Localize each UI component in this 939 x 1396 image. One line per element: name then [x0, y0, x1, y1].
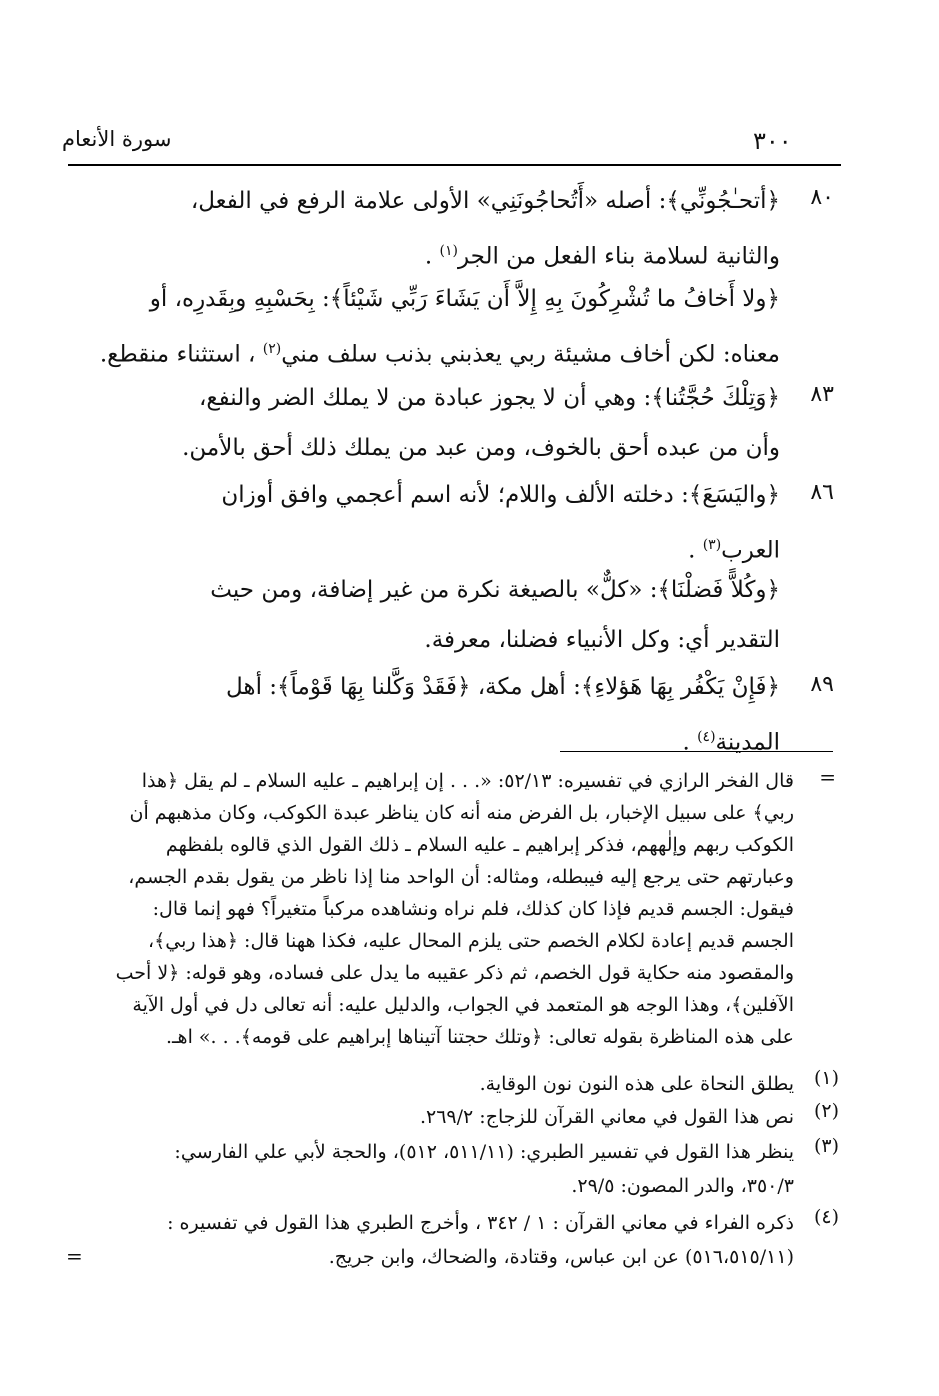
continuation-mark: =: [819, 765, 836, 789]
continuation-line: الآفلين﴾، وهذا الوجه هو المتعمد في الجواب، والدليل عليه: أنه تعالى دل في أول الآية: [132, 994, 794, 1016]
entry-83-paragraph: [80, 373, 780, 473]
footnote-4-mark: (٤): [813, 1206, 839, 1228]
entry-86b-line-2: التقدير أي: وكل الأنبياء فضلنا، معرفة.: [424, 627, 780, 653]
entry-81-paragraph: [80, 274, 780, 380]
entry-80-line-2: والثانية لسلامة بناء الفعل من الجر$^{(١)}$ .: [424, 243, 780, 270]
footnote-2-mark: (٢): [813, 1100, 839, 1122]
entry-86-paragraph: [80, 470, 780, 576]
footnote-3-line-2: ٣٥٠/٣، والدر المصون: ٢٩/٥.: [571, 1175, 794, 1197]
continuation-line: ربي﴾ على سبيل الإخبار، بل الفرض منه أنه كان يناظر عبدة الكوكب، وكان مذهبهم أن: [129, 802, 794, 824]
page-number: ٣٠٠: [753, 127, 792, 155]
entry-86-line-1: ﴿واليَسَعَ﴾: دخلته الألف واللام؛ لأنه اسم أعجمي وافق أوزان: [221, 482, 780, 508]
entry-86b-paragraph: [80, 565, 780, 665]
entry-80-paragraph: [80, 176, 780, 282]
footnote-ref-1: (١): [439, 243, 458, 259]
verse-number-83: ٨٣: [810, 382, 834, 407]
footnote-3-mark: (٣): [813, 1135, 839, 1157]
footnote-1-mark: (١): [813, 1067, 839, 1089]
footnote-2-text: نص هذا القول في معاني القرآن للزجاج: ٢٦٩/٢.: [419, 1106, 794, 1128]
entry-89-line-1: ﴿فَإِنْ يَكْفُر بِهَا هَؤلاءِ﴾: أهل مكة، ﴿فَقَدْ وَكَّلنا بِهَا قَوْماً﴾: أهل: [226, 674, 780, 700]
footnote-ref-3: (٣): [702, 537, 722, 553]
footnote-1-text: يطلق النحاة على هذه النون نون الوقاية.: [479, 1073, 794, 1095]
entry-86b-line-1: ﴿وكُلاًّ فَضلْنَا﴾: «كلٌّ» بالصيغة نكرة من غير إضافة، ومن حيث: [210, 577, 780, 603]
footnote-3-line-1: ينظر هذا القول في تفسير الطبري: (٥١١/١١، ٥١٢)، والحجة لأبي علي الفارسي:: [174, 1141, 794, 1163]
entry-89-line-2: المدينة$^{(٤)}$ .: [682, 729, 780, 756]
entry-86-line-2: العرب$^{(٣)}$ .: [688, 537, 780, 564]
entry-83-line-1: ﴿وَتِلْكَ حُجَّتُنا﴾: وهي أن لا يجوز عبادة من لا يملك الضر والنفع،: [198, 385, 780, 411]
surah-title: سورة الأنعام: [62, 127, 172, 151]
continuation-line: الجسم قديم إعادة لكلام الخصم حتى يلزم المحال عليه، فكذا ههنا قال: ﴿هذا ربي﴾،: [148, 930, 794, 952]
continuation-line: على هذه المناظرة بقوله تعالى: ﴿وتلك حجتنا آتيناها إبراهيم على قومه﴾. . .» اهـ.: [165, 1026, 794, 1048]
footnote-ref-2: (٢): [262, 341, 282, 357]
entry-81-line-2: معناه: لكن أخاف مشيئة ربي يعذبني بذنب سلف مني$^{(٢)}$ ، استثناء منقطع.: [99, 341, 780, 368]
continues-mark: =: [66, 1244, 83, 1268]
entry-81-line-1: ﴿ولا أَخافُ ما تُشْرِكُونَ بِهِ إِلاَّ أَن يَشَاءَ رَبِّي شَيْئاً﴾: بِحَسْبِهِ وبِقَدرِه، أو: [149, 286, 780, 312]
entry-83-line-2: وأن من عبده أحق بالخوف، ومن عبد من يملك ذلك أحق بالأمن.: [182, 435, 780, 461]
footnote-separator: [560, 751, 833, 752]
continuation-note: [78, 765, 794, 1053]
verse-number-86: ٨٦: [810, 480, 834, 505]
verse-number-80: ٨٠: [810, 185, 834, 210]
verse-number-89: ٨٩: [810, 672, 834, 697]
continuation-line: الكوكب ربهم وإلٰههم، فذكر إبراهيم ـ عليه السلام ـ ذلك القول الذي قالوه بلفظهم: [165, 834, 794, 856]
footnote-4-line-2: (٥١٦،٥١٥/١١) عن ابن عباس، وقتادة، والضحاك، وابن جريج.: [328, 1246, 794, 1268]
footnote-4-line-1: ذكره الفراء في معاني القرآن : ١ / ٣٤٢ ، وأخرج الطبري هذا القول في تفسيره :: [167, 1212, 794, 1234]
continuation-line: والمقصود منه حكاية قول الخصم، ثم ذكر عقيبه ما يدل على فساده، وهو قوله: ﴿لا أحب: [115, 962, 794, 984]
continuation-line: وعبارتهم حتى يرجع إليه فيبطله، ومثاله: أن الواحد منا إذا ناظر من يقول بقدم الجسم،: [128, 866, 794, 888]
continuation-line: فيقول: الجسم قديم فإذا كان كذلك، فلم نراه ونشاهده مركباً متغيراً؟ فهو إنما قال:: [152, 898, 794, 920]
header-rule: [68, 164, 841, 166]
entry-80-line-1: ﴿أتحـٰجُونِّي﴾: أصله «أَتُحاجُونَنِي» الأولى علامة الرفع في الفعل،: [190, 188, 780, 214]
continuation-line: قال الفخر الرازي في تفسيره: ٥٢/١٣: «. . . إن إبراهيم ـ عليه السلام ـ لم يقل ﴿هذا: [141, 770, 794, 792]
footnote-ref-4: (٤): [697, 729, 716, 745]
